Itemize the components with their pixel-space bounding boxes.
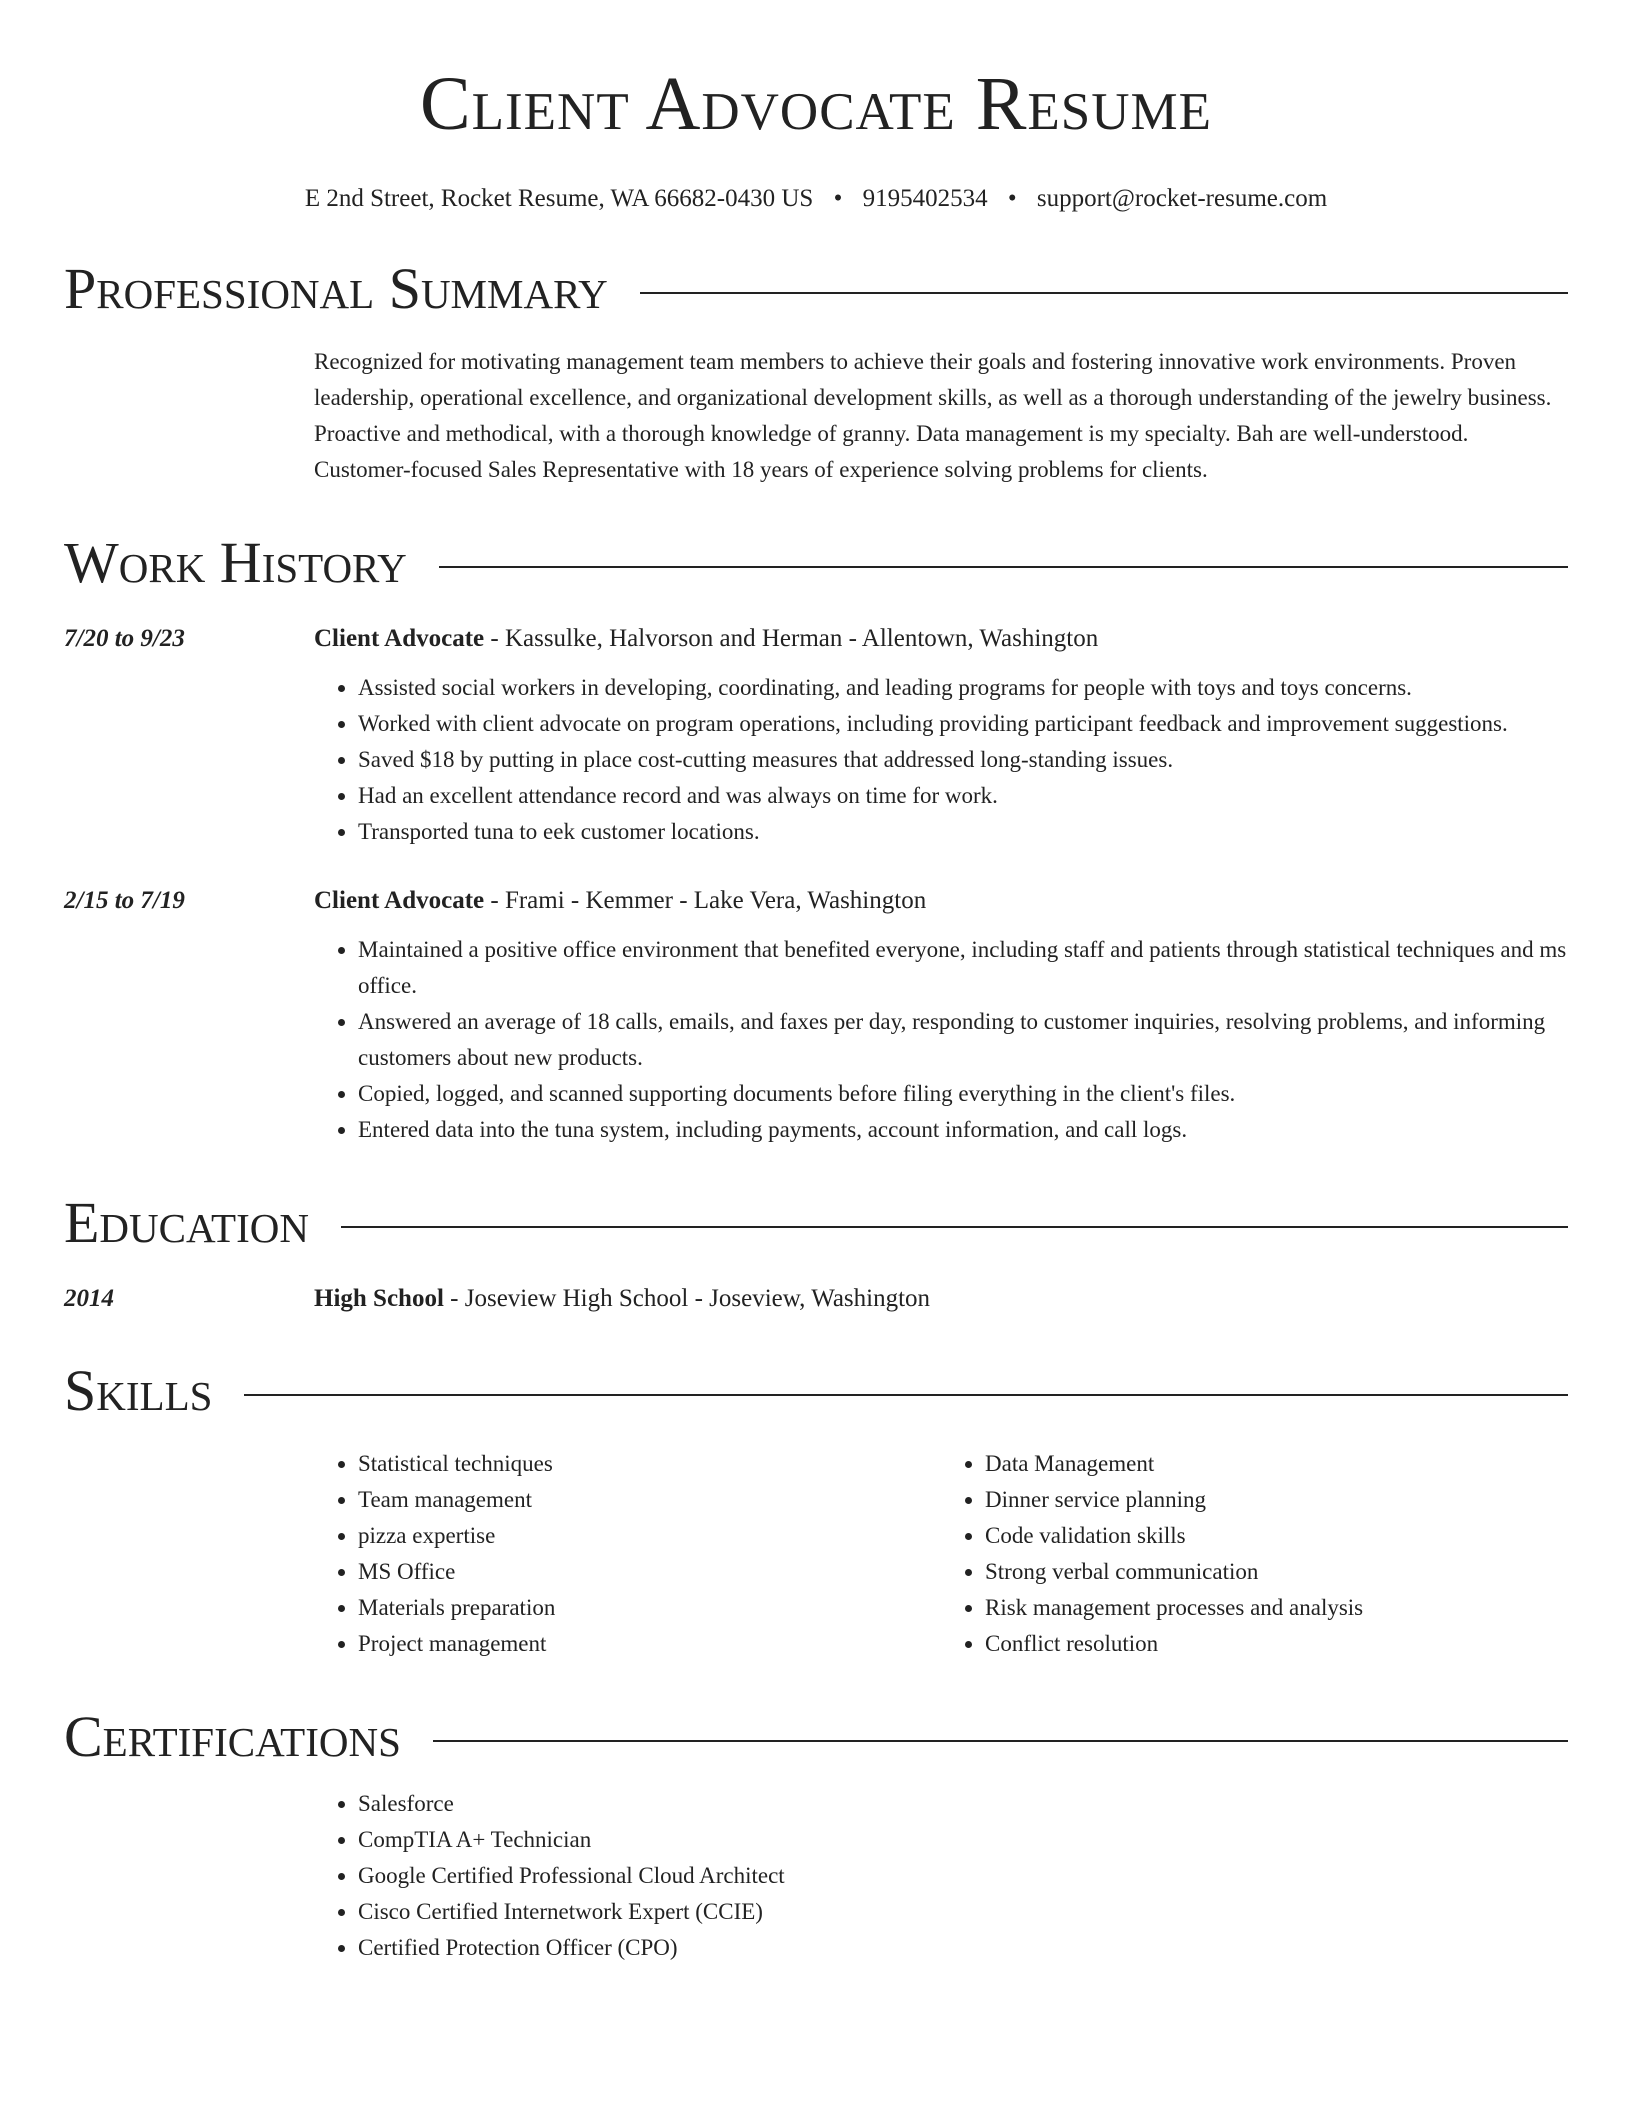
job-bullet: • Worked with client advocate on program operations, including providing participant feedback and improvement suggestions.	[358, 706, 1568, 742]
job-bullet: • Had an excellent attendance record and was always on time for work.	[358, 778, 1568, 814]
job-bullet: • Transported tuna to eek customer locations.	[358, 814, 1568, 850]
skill-item: • Team management	[358, 1482, 941, 1518]
job-bullet: • Assisted social workers in developing, coordinating, and leading programs for people with toys and toys concerns.	[358, 670, 1568, 706]
skill-item: • Dinner service planning	[985, 1482, 1568, 1518]
skill-item: • Statistical techniques	[358, 1446, 941, 1482]
job-employer: - Kassulke, Halvorson and Herman - Allentown, Washington	[484, 625, 1099, 652]
skill-item: • Materials preparation	[358, 1590, 941, 1626]
education-heading-line	[314, 1282, 1568, 1316]
section-divider	[439, 566, 1568, 568]
skill-item: • Strong verbal communication	[985, 1554, 1568, 1590]
certification-item: • Salesforce	[358, 1786, 1568, 1822]
job-bullet: • Answered an average of 18 calls, emails, and faxes per day, responding to customer inquiries, resolving problems, and informing customers about new products.	[358, 1004, 1568, 1076]
job-entry	[64, 622, 1568, 850]
job-bullet: • Saved $18 by putting in place cost-cutting measures that addressed long-standing issues.	[358, 742, 1568, 778]
section-divider	[244, 1394, 1568, 1396]
job-bullet: • Maintained a positive office environment that benefited everyone, including staff and patients through statistical techniques and ms office.	[358, 932, 1568, 1004]
job-entry	[64, 884, 1568, 1148]
education-school: - Joseview High School - Joseview, Washington	[443, 1285, 931, 1312]
job-dates: 7/20 to 9/23	[64, 625, 185, 652]
work-history-section-header	[64, 528, 1568, 598]
education-heading: Education	[64, 1190, 309, 1255]
section-divider	[433, 1740, 1568, 1742]
job-heading	[314, 622, 1568, 656]
job-role: Client Advocate	[314, 625, 485, 652]
summary-heading: Professional Summary	[64, 256, 608, 321]
job-heading	[314, 884, 1568, 918]
education-year: 2014	[64, 1285, 114, 1312]
job-details	[314, 884, 1568, 1148]
job-bullet: • Entered data into the tuna system, including payments, account information, and call logs.	[358, 1112, 1568, 1148]
summary-text: Recognized for motivating management team members to achieve their goals and fostering innovative work environments. Proven leadership, operational excellence, and organizational development skills, as well as a thorough understanding of the jewelry business. Proactive and methodical, with a thorough knowledge of granny. Data management is my specialty. Bah are well-understood. Customer-focused Sales Representative with 18 years of experience solving problems for clients.	[314, 349, 1552, 482]
job-bullet: • Copied, logged, and scanned supporting documents before filing everything in the client's files.	[358, 1076, 1568, 1112]
contact-phone: 9195402534	[862, 185, 988, 212]
section-divider	[341, 1226, 1568, 1228]
section-divider	[640, 292, 1568, 294]
certifications-body	[314, 1786, 1568, 1966]
certification-item: • Certified Protection Officer (CPO)	[358, 1930, 1568, 1966]
work-history-heading: Work History	[64, 530, 407, 595]
contact-line	[64, 184, 1568, 214]
skill-item: • Code validation skills	[985, 1518, 1568, 1554]
skills-column-left	[314, 1446, 941, 1662]
skills-grid	[314, 1446, 1568, 1662]
summary-section-header	[64, 254, 1568, 324]
education-degree: High School	[314, 1285, 444, 1312]
education-entry	[64, 1282, 1568, 1316]
job-employer: - Frami - Kemmer - Lake Vera, Washington	[484, 887, 927, 914]
certification-item: • Google Certified Professional Cloud Architect	[358, 1858, 1568, 1894]
job-bullets	[314, 932, 1568, 1148]
contact-address: E 2nd Street, Rocket Resume, WA 66682-0430 US	[304, 185, 814, 212]
job-dates: 2/15 to 7/19	[64, 887, 185, 914]
skills-heading: Skills	[64, 1358, 213, 1423]
certification-item: • Cisco Certified Internetwork Expert (CCIE)	[358, 1894, 1568, 1930]
education-section-header	[64, 1188, 1568, 1258]
skill-item: • Data Management	[985, 1446, 1568, 1482]
certification-list	[314, 1786, 1568, 1966]
skill-item: • Risk management processes and analysis	[985, 1590, 1568, 1626]
certifications-section-header	[64, 1702, 1568, 1772]
certification-item: • CompTIA A+ Technician	[358, 1822, 1568, 1858]
skill-item: • Conflict resolution	[985, 1626, 1568, 1662]
contact-separator: •	[1007, 185, 1017, 212]
skill-item: • Project management	[358, 1626, 941, 1662]
resume-title: Client Advocate Resume	[419, 62, 1213, 146]
job-details	[314, 622, 1568, 850]
skills-section-header	[64, 1356, 1568, 1426]
job-role: Client Advocate	[314, 887, 485, 914]
skills-body	[314, 1446, 1568, 1662]
job-bullets	[314, 670, 1568, 850]
skill-item: • MS Office	[358, 1554, 941, 1590]
summary-body	[314, 344, 1568, 488]
skills-column-right	[941, 1446, 1568, 1662]
contact-email: support@rocket-resume.com	[1036, 185, 1328, 212]
education-details	[314, 1282, 1568, 1316]
contact-separator: •	[833, 185, 843, 212]
certifications-heading: Certifications	[64, 1704, 401, 1769]
skill-item: • pizza expertise	[358, 1518, 941, 1554]
